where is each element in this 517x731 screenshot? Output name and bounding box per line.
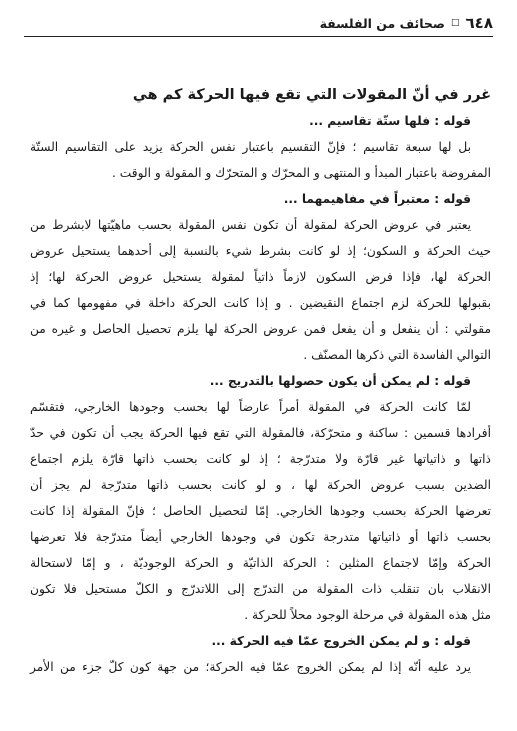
text-line: تعرضها الحركة بحسب وجودها الخارجي. إمّا لتحصيل الحاصل ؛ فإنّ المقولة إذا كانت	[30, 504, 491, 518]
text-line: الحركة وإمّا لاجتماع المثلين : الحركة الذاتيّة و الحركة الوجوديّة ، و إمّا لاستحالة	[30, 556, 491, 570]
text-line: بحسب ذاتها أو ذاتياتها متدرجة تكون في وجودها الخارجي أيضاً متدرّجة فلا تعرضها	[30, 530, 491, 544]
text-line: يرد عليه أنّه إذا لم يمكن الخروج عمّا فيه الحركة؛ من جهة كون كلّ جزء من الأمر	[30, 660, 471, 674]
text-line: التوالي الفاسدة التي ذكرها المصنّف .	[303, 348, 491, 362]
commentary-paragraph	[30, 394, 491, 628]
text-line: مقولتي : أن ينفعل و أن يفعل فمن عروض الحركة لها يلزم تحصيل الحاصل و غيره من	[30, 322, 491, 336]
text-line: مثل هذه المقولة في مرحلة الوجود محلاً للحركة .	[244, 608, 491, 622]
text-line: حيث الحركة و السكون؛ إذ لو كانت بشرط شيء بالنسبة إلى أحدهما يستحيل عروض	[30, 244, 491, 258]
commentary-paragraph	[30, 212, 491, 368]
text-line: ذاتها و ذاتياتها غير قارّة ولا متدرّجة ؛ إذ لو كانت بحسب ذاتها قارّة يلزم اجتماع	[30, 452, 491, 466]
lemma-line: قوله : لم يمكن أن يكون حصولها بالتدريج ...	[209, 374, 471, 388]
text-line: الحركة لها، فإذا فرض السكون لازماً ذاتياً لمقولة يستحيل عروض الحركة لها؛ إذ	[30, 270, 491, 284]
text-line: لمّا كانت الحركة في المقولة أمراً عارضاً لها بحسب وجودها الخارجي، فتقسّم	[30, 400, 471, 414]
running-head	[320, 14, 493, 32]
header-rule	[24, 36, 493, 37]
lemma-line: قوله : و لم يمكن الخروج عمّا فيه الحركة ...	[211, 634, 471, 648]
text-line: المفروضة باعتبار المبدأ و المنتهى و المحرّك و المتحرّك و المقولة و الوقت .	[112, 166, 491, 180]
commentary-paragraph	[30, 654, 491, 680]
lemma-line: قوله : فلها ستّة تقاسيم ...	[309, 114, 471, 128]
text-line: يعتبر في عروض الحركة لمقولة أن تكون نفس المقولة بحسب ماهيّتها لابشرط من	[30, 218, 471, 232]
commentary-paragraph	[30, 134, 491, 186]
lemma-line: قوله : معتبراً في مفاهيمهما ...	[283, 192, 471, 206]
text-line: أفرادها قسمين : ساكنة و متحرّكة، فالمقولة التي تقع فيها الحركة يجب أن تكون في حدّ	[30, 426, 491, 440]
section-heading: غرر في أنّ المقولات التي تقع فيها الحركة كم هي	[132, 87, 491, 103]
running-title: صحائف من الفلسفة	[319, 15, 446, 31]
text-line: بل لها سبعة تقاسيم ؛ فإنّ التقسيم باعتبار نفس الحركة يزيد على التقاسيم الستّة	[30, 140, 471, 154]
separator-mark: □	[451, 18, 460, 28]
text-line: بقبولها للحركة لزم اجتماع النقيضين . و إذا كانت الحركة داخلة في مفهومها كما في	[30, 296, 491, 310]
text-line: الضدين بسبب عروض الحركة لها ، و لو كانت بحسب ذاتها متدرّجة لم يجز أن	[30, 478, 491, 492]
text-line: الانقلاب بان تنقلب ذات المقولة من التدرّج إلى اللاتدرّج و الكلّ مستحيل فلا تكون	[30, 582, 491, 596]
page-body	[30, 82, 491, 680]
page-number: ٦٤٨	[465, 14, 493, 32]
